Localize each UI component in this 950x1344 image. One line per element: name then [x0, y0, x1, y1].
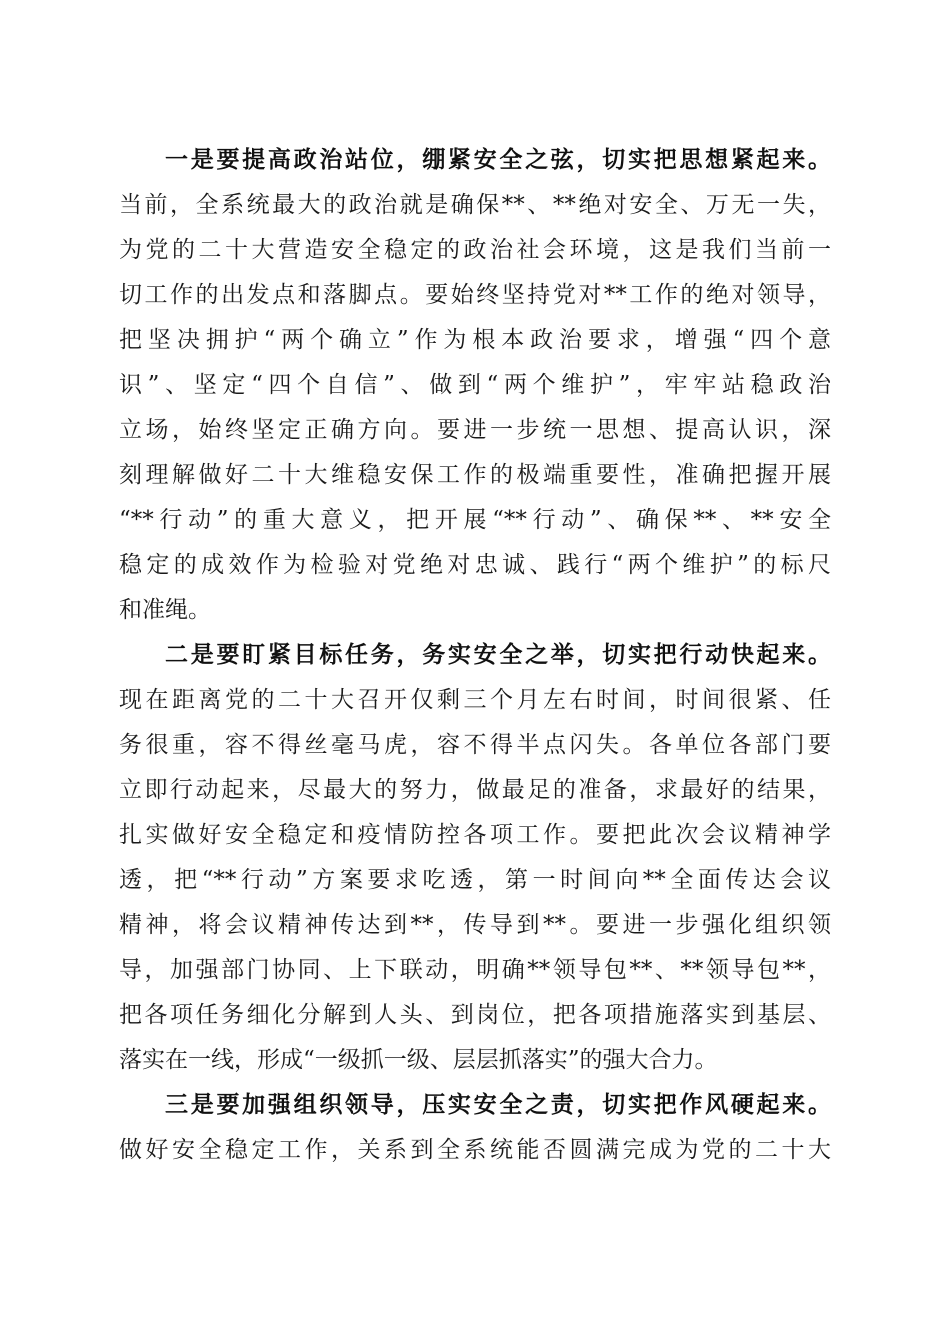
paragraph-2-line: 落实在一线，形成“一级抓一级、层层抓落实”的强大合力。 — [119, 1047, 718, 1073]
paragraph-1-heading: 一是要提高政治站位，绷紧安全之弦，切实把思想紧起来。 — [165, 146, 831, 173]
paragraph-1-line: 刻理解做好二十大维稳安保工作的极端重要性，准确把握开展 — [119, 462, 831, 488]
paragraph-1-line: “**行动”的重大意义，把开展“**行动”、确保**、**安全 — [119, 507, 831, 533]
paragraph-2-heading: 二是要盯紧目标任务，务实安全之举，切实把行动快起来。 — [165, 641, 831, 668]
paragraph-1-line: 切工作的出发点和落脚点。要始终坚持党对**工作的绝对领导， — [119, 282, 831, 308]
paragraph-2-line: 立即行动起来，尽最大的努力，做最足的准备，求最好的结果， — [119, 777, 831, 803]
paragraph-1-line: 把坚决拥护“两个确立”作为根本政治要求，增强“四个意 — [119, 327, 831, 353]
paragraph-1-line: 当前，全系统最大的政治就是确保**、**绝对安全、万无一失， — [119, 192, 831, 218]
paragraph-1-line: 为党的二十大营造安全稳定的政治社会环境，这是我们当前一 — [119, 237, 831, 263]
paragraph-2-line: 透，把“**行动”方案要求吃透，第一时间向**全面传达会议 — [119, 867, 831, 893]
paragraph-2-line: 把各项任务细化分解到人头、到岗位，把各项措施落实到基层、 — [119, 1002, 831, 1028]
paragraph-2-line: 扎实做好安全稳定和疫情防控各项工作。要把此次会议精神学 — [119, 822, 831, 848]
paragraph-2-line: 精神，将会议精神传达到**，传导到**。要进一步强化组织领 — [119, 912, 831, 938]
paragraph-1-line: 立场，始终坚定正确方向。要进一步统一思想、提高认识，深 — [119, 417, 831, 443]
paragraph-2-line: 导，加强部门协同、上下联动，明确**领导包**、**领导包**， — [119, 957, 831, 983]
paragraph-2-line: 现在距离党的二十大召开仅剩三个月左右时间，时间很紧、任 — [119, 687, 831, 713]
paragraph-1-line: 稳定的成效作为检验对党绝对忠诚、践行“两个维护”的标尺 — [119, 552, 831, 578]
paragraph-2-line: 务很重，容不得丝毫马虎，容不得半点闪失。各单位各部门要 — [119, 732, 831, 758]
paragraph-1-line: 识”、坚定“四个自信”、做到“两个维护”，牢牢站稳政治 — [119, 372, 831, 398]
paragraph-1-line: 和准绳。 — [119, 597, 211, 623]
paragraph-3-line: 做好安全稳定工作，关系到全系统能否圆满完成为党的二十大 — [119, 1137, 831, 1163]
paragraph-3-heading: 三是要加强组织领导，压实安全之责，切实把作风硬起来。 — [165, 1091, 831, 1118]
